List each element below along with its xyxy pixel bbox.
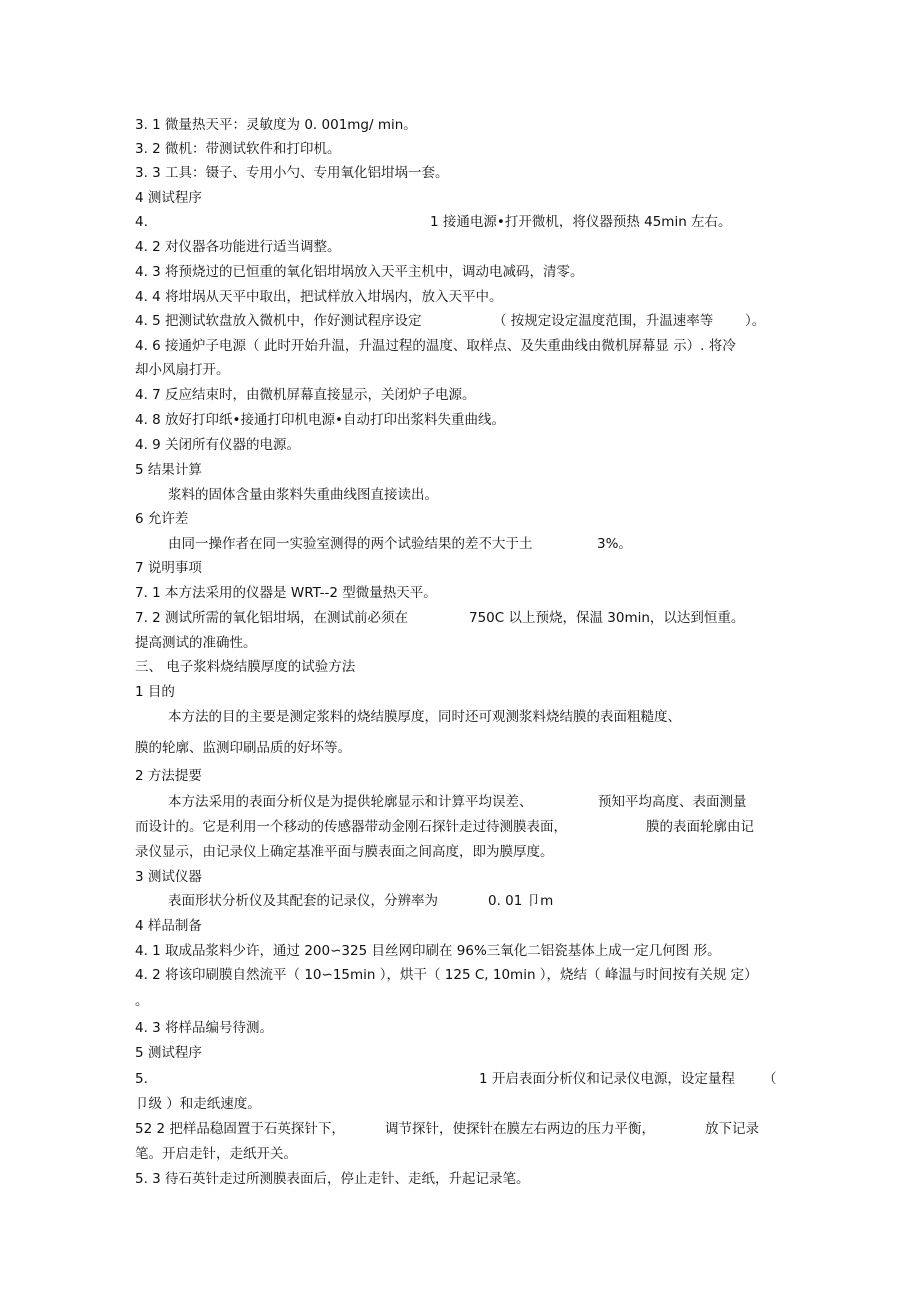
text-span: 卩级 ）和走纸速度。 bbox=[135, 1096, 261, 1112]
text-span: 1 接通电源•打开微机，将仪器预热 45min 左右。 bbox=[430, 214, 732, 230]
text-span: 7 说明事项 bbox=[135, 560, 202, 576]
text-span: 3. 2 微机：带测试软件和打印机。 bbox=[135, 141, 341, 157]
text-line bbox=[0, 310, 920, 332]
text-line bbox=[0, 1118, 920, 1140]
text-line bbox=[0, 1168, 920, 1190]
text-span: 4. 1 取成品浆料少许，通过 200∽325 目丝网印刷在 96%三氧化二铝瓷基体上成一定几何图 形。 bbox=[135, 943, 721, 959]
text-line bbox=[0, 737, 920, 759]
text-line bbox=[0, 1017, 920, 1039]
text-span: （ bbox=[763, 1071, 777, 1087]
text-span: 3. 1 微量热天平：灵敏度为 0. 001mg/ min。 bbox=[135, 117, 417, 133]
text-span: 1 目的 bbox=[135, 684, 175, 700]
text-line bbox=[0, 359, 920, 381]
text-line bbox=[0, 138, 920, 160]
section-heading bbox=[0, 187, 920, 209]
text-span: 5 测试程序 bbox=[135, 1045, 202, 1061]
text-span: 4 测试程序 bbox=[135, 190, 202, 206]
text-span: 5 结果计算 bbox=[135, 462, 202, 478]
text-line bbox=[0, 940, 920, 962]
text-span: 本方法采用的表面分析仪是为提供轮廓显示和计算平均误差、 bbox=[168, 794, 533, 810]
text-span: 5. bbox=[135, 1071, 148, 1087]
text-line bbox=[0, 335, 920, 357]
text-span: 膜的轮廓、监测印刷品质的好坏等。 bbox=[135, 740, 351, 756]
section-heading bbox=[0, 459, 920, 481]
text-span: 0. 01 卩m bbox=[488, 893, 554, 909]
text-line bbox=[0, 211, 920, 233]
text-line bbox=[0, 286, 920, 308]
section-heading bbox=[0, 557, 920, 579]
text-line bbox=[0, 236, 920, 258]
text-line bbox=[0, 890, 920, 912]
text-span: 提高测试的准确性。 bbox=[135, 635, 257, 651]
text-span: 3%。 bbox=[597, 536, 632, 552]
text-span: 录仪显示，由记录仪上确定基准平面与膜表面之间高度，即为膜厚度。 bbox=[135, 844, 554, 860]
text-span: 4. 2 将该印刷膜自然流平（ 10∽15min ），烘干（ 125 C, 10min ），烧结（ 峰温与时间按有关规 定） bbox=[135, 967, 758, 983]
text-span: 4. 6 接通炉子电源（ 此时开始升温，升温过程的温度、取样点、及失重曲线由微机屏幕显 示）. 将冷 bbox=[135, 338, 736, 354]
text-span: 本方法的目的主要是测定浆料的烧结膜厚度，同时还可观测浆料烧结膜的表面粗糙度、 bbox=[168, 709, 681, 725]
text-span: 4. bbox=[135, 214, 148, 230]
text-line bbox=[0, 816, 920, 838]
text-line bbox=[0, 632, 920, 654]
text-line bbox=[0, 261, 920, 283]
text-span: 由同一操作者在同一实验室测得的两个试验结果的差不大于土 bbox=[168, 536, 533, 552]
text-span: 4. 8 放好打印纸•接通打印机电源•自动打印出浆料失重曲线。 bbox=[135, 412, 505, 428]
text-line bbox=[0, 1143, 920, 1165]
text-span: 4 样品制备 bbox=[135, 918, 202, 934]
text-line bbox=[0, 533, 920, 555]
text-span: 膜的表面轮廓由记 bbox=[646, 819, 754, 835]
text-span: 5. 3 待石英针走过所测膜表面后，停止走针、走纸，升起记录笔。 bbox=[135, 1171, 530, 1187]
text-span: 却小风扇打开。 bbox=[135, 362, 230, 378]
text-line bbox=[0, 484, 920, 506]
text-span: 4. 2 对仪器各功能进行适当调整。 bbox=[135, 239, 341, 255]
text-line bbox=[0, 706, 920, 728]
text-span: 4. 7 反应结束时，由微机屏幕直接显示，关闭炉子电源。 bbox=[135, 387, 476, 403]
text-span: 而设计的。它是利用一个移动的传感器带动金刚石探针走过待测膜表面， bbox=[135, 819, 567, 835]
section-heading bbox=[0, 866, 920, 888]
text-span: 6 允许差 bbox=[135, 511, 189, 527]
text-span: 表面形状分析仪及其配套的记录仪，分辨率为 bbox=[168, 893, 438, 909]
text-span: 三、 电子浆料烧结膜厚度的试验方法 bbox=[135, 659, 356, 675]
text-span: 4. 3 将预烧过的已恒重的氧化铝坩埚放入天平主机中，调动电减码，清零。 bbox=[135, 264, 584, 280]
text-line bbox=[0, 582, 920, 604]
text-line bbox=[0, 114, 920, 136]
text-span: 4. 9 关闭所有仪器的电源。 bbox=[135, 437, 301, 453]
text-line bbox=[0, 607, 920, 629]
text-span: ）。 bbox=[745, 313, 766, 329]
text-span: 预知平均高度、表面测量 bbox=[598, 794, 747, 810]
text-span: 7. 2 测试所需的氧化铝坩埚，在测试前必须在 bbox=[135, 610, 409, 626]
text-line bbox=[0, 964, 920, 986]
text-line bbox=[0, 434, 920, 456]
section-heading bbox=[0, 508, 920, 530]
text-span: 3 测试仪器 bbox=[135, 869, 202, 885]
text-span: 750C 以上预烧，保温 30min，以达到恒重。 bbox=[469, 610, 745, 626]
text-line bbox=[0, 990, 920, 1012]
text-span: 7. 1 本方法采用的仪器是 WRT--2 型微量热天平。 bbox=[135, 585, 437, 601]
text-span: 52 2 把样品稳固置于石英探针下， bbox=[135, 1121, 345, 1137]
section-heading bbox=[0, 1042, 920, 1064]
section-heading bbox=[0, 915, 920, 937]
text-span: 调节探针，使探针在膜左右两边的压力平衡， bbox=[385, 1121, 655, 1137]
chapter-heading bbox=[0, 656, 920, 678]
text-span: 4. 3 将样品编号待测。 bbox=[135, 1020, 274, 1036]
text-span: 。 bbox=[135, 993, 149, 1009]
text-line bbox=[0, 791, 920, 813]
section-heading bbox=[0, 681, 920, 703]
text-line bbox=[0, 384, 920, 406]
text-line bbox=[0, 841, 920, 863]
text-span: 4. 5 把测试软盘放入微机中，作好测试程序设定 bbox=[135, 313, 422, 329]
text-span: 4. 4 将坩埚从天平中取出，把试样放入坩埚内，放入天平中。 bbox=[135, 289, 503, 305]
text-span: 1 开启表面分析仪和记录仪电源，设定量程 bbox=[479, 1071, 735, 1087]
text-span: 3. 3 工具：镊子、专用小勺、专用氧化铝坩埚一套。 bbox=[135, 165, 449, 181]
text-line bbox=[0, 409, 920, 431]
text-line bbox=[0, 162, 920, 184]
section-heading bbox=[0, 765, 920, 787]
text-span: 放下记录 bbox=[705, 1121, 759, 1137]
text-line bbox=[0, 1068, 920, 1090]
text-span: 笔。开启走针，走纸开关。 bbox=[135, 1146, 297, 1162]
text-line bbox=[0, 1093, 920, 1115]
text-span: 2 方法提要 bbox=[135, 768, 202, 784]
text-span: （ 按规定设定温度范围，升温速率等 bbox=[493, 313, 714, 329]
text-span: 浆料的固体含量由浆料失重曲线图直接读出。 bbox=[168, 487, 438, 503]
